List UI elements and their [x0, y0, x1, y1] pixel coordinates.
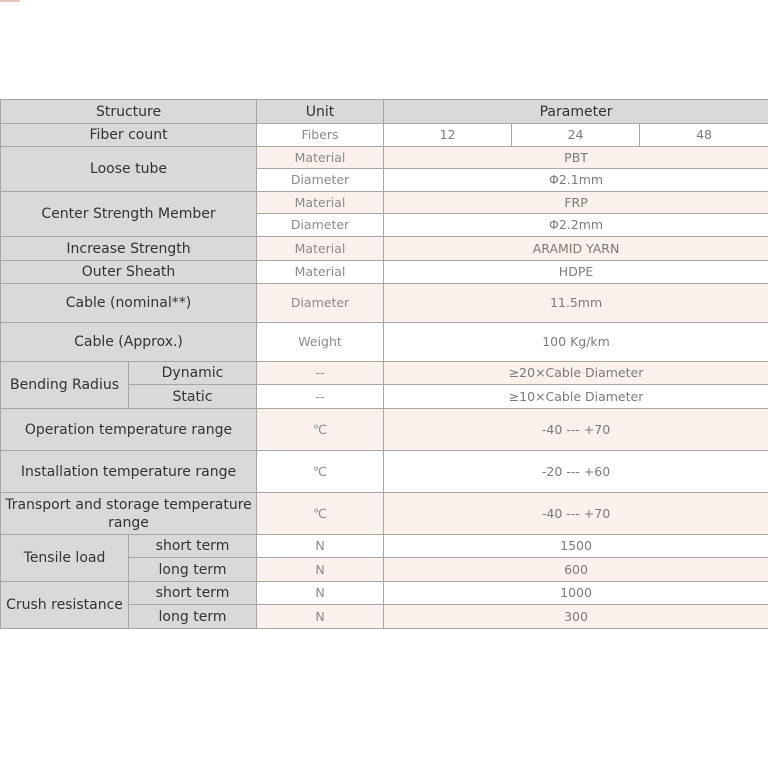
sub-label-static: Static: [129, 385, 257, 409]
header-parameter: Parameter: [384, 100, 768, 124]
row-label-transport-temperature: Transport and storage temperature range: [1, 493, 257, 535]
row-label-fiber-count: Fiber count: [1, 124, 257, 147]
unit-cell: Fibers: [257, 124, 384, 147]
unit-cell: ℃: [257, 451, 384, 493]
unit-cell: Diameter: [257, 284, 384, 323]
row-label-tensile-load: Tensile load: [1, 535, 129, 582]
sub-label-short-term: short term: [129, 535, 257, 558]
value-cell: Φ2.1mm: [384, 169, 768, 192]
unit-cell: --: [257, 362, 384, 385]
unit-cell: N: [257, 605, 384, 629]
unit-cell: ℃: [257, 493, 384, 535]
table-row: [1, 124, 768, 147]
header-unit: Unit: [257, 100, 384, 124]
unit-cell: N: [257, 558, 384, 582]
unit-cell: Material: [257, 147, 384, 169]
value-cell: 11.5mm: [384, 284, 768, 323]
header-structure: Structure: [1, 100, 257, 124]
table-row: [1, 323, 768, 362]
value-cell: -40 --- +70: [384, 409, 768, 451]
row-label-operation-temperature: Operation temperature range: [1, 409, 257, 451]
row-label-center-strength-member: Center Strength Member: [1, 192, 257, 237]
table-row: [1, 192, 768, 214]
table-row: [1, 362, 768, 385]
table-row: [1, 261, 768, 284]
value-cell: 100 Kg/km: [384, 323, 768, 362]
value-cell: 1000: [384, 582, 768, 605]
value-cell: -40 --- +70: [384, 493, 768, 535]
table-row: [1, 237, 768, 261]
unit-cell: Diameter: [257, 214, 384, 237]
row-label-increase-strength: Increase Strength: [1, 237, 257, 261]
unit-cell: Diameter: [257, 169, 384, 192]
unit-cell: N: [257, 535, 384, 558]
unit-cell: Material: [257, 192, 384, 214]
sub-label-long-term: long term: [129, 605, 257, 629]
row-label-cable-nominal: Cable (nominal**): [1, 284, 257, 323]
unit-cell: ℃: [257, 409, 384, 451]
table-row: [1, 582, 768, 605]
row-label-loose-tube: Loose tube: [1, 147, 257, 192]
header-row: [1, 100, 768, 124]
specification-table: [0, 99, 768, 629]
row-label-installation-temperature: Installation temperature range: [1, 451, 257, 493]
table-row: [1, 409, 768, 451]
row-label-cable-approx: Cable (Approx.): [1, 323, 257, 362]
unit-cell: Material: [257, 237, 384, 261]
table-row: [1, 147, 768, 169]
table-row: [1, 451, 768, 493]
value-cell: Φ2.2mm: [384, 214, 768, 237]
row-label-bending-radius: Bending Radius: [1, 362, 129, 409]
value-cell: 1500: [384, 535, 768, 558]
value-cell: 600: [384, 558, 768, 582]
sub-label-dynamic: Dynamic: [129, 362, 257, 385]
unit-cell: N: [257, 582, 384, 605]
fiber-count-12: 12: [384, 124, 512, 147]
value-cell: FRP: [384, 192, 768, 214]
sub-label-short-term: short term: [129, 582, 257, 605]
sub-label-long-term: long term: [129, 558, 257, 582]
table-row: [1, 535, 768, 558]
value-cell: ARAMID YARN: [384, 237, 768, 261]
value-cell: ≥10×Cable Diameter: [384, 385, 768, 409]
value-cell: PBT: [384, 147, 768, 169]
fiber-count-48: 48: [640, 124, 768, 147]
table-row: [1, 493, 768, 535]
value-cell: -20 --- +60: [384, 451, 768, 493]
corner-mark: [0, 0, 20, 2]
value-cell: HDPE: [384, 261, 768, 284]
unit-cell: --: [257, 385, 384, 409]
fiber-count-24: 24: [512, 124, 640, 147]
value-cell: 300: [384, 605, 768, 629]
unit-cell: Weight: [257, 323, 384, 362]
row-label-outer-sheath: Outer Sheath: [1, 261, 257, 284]
row-label-crush-resistance: Crush resistance: [1, 582, 129, 629]
value-cell: ≥20×Cable Diameter: [384, 362, 768, 385]
table-row: [1, 284, 768, 323]
unit-cell: Material: [257, 261, 384, 284]
